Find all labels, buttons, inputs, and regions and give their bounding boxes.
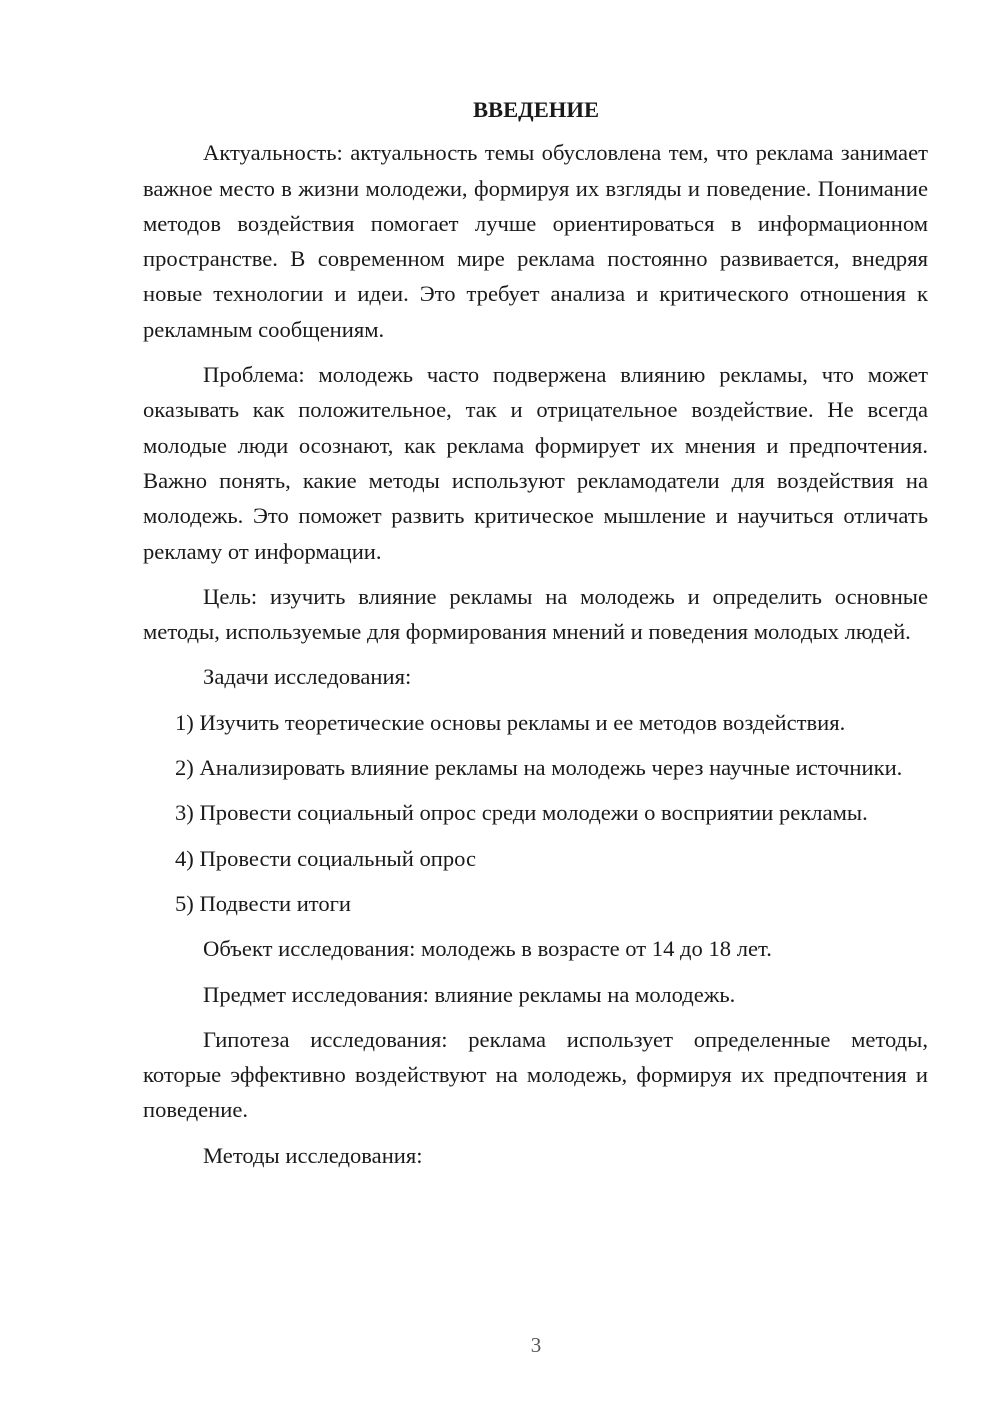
task-item-1: 1) Изучить теоретические основы рекламы и ее методов воздействия. (175, 709, 846, 735)
task-item-4: 4) Провести социальный опрос (175, 845, 477, 871)
section-title: ВВЕДЕНИЕ (472, 97, 600, 122)
tasks-heading: Задачи исследования: (203, 664, 412, 690)
object-paragraph: Объект исследования: молодежь в возрасте от 14 до 18 лет. (203, 936, 772, 962)
relevance-paragraph: Актуальность: актуальность темы обусловлена тем, что реклама занимает важное место в жизни молодежи, формируя их взгляды и поведение. Понимание методов воздействия помогает лучше ориентироваться в информационном пространстве. В современном мире реклама постоянно развивается, внедряя новые технологии и идеи. Это требует анализа и критического отношения к рекламным сообщениям. (143, 140, 928, 342)
task-item-2: 2) Анализировать влияние рекламы на молодежь через научные источники. (175, 755, 903, 781)
hypothesis-paragraph: Гипотеза исследования: реклама использует определенные методы, которые эффективно воздействуют на молодежь, формируя их предпочтения и поведение. (143, 1026, 928, 1123)
page-number: 3 (530, 1333, 542, 1357)
task-item-3: 3) Провести социальный опрос среди молодежи о восприятии рекламы. (175, 800, 868, 826)
document-page (143, 92, 928, 1183)
problem-paragraph: Проблема: молодежь часто подвержена влиянию рекламы, что может оказывать как положительное, так и отрицательное воздействие. Не всегда молодые люди осознают, как реклама формирует их мнения и предпочтения. Важно понять, какие методы используют рекламодатели для воздействия на молодежь. Это поможет развить критическое мышление и научиться отличать рекламу от информации. (143, 362, 928, 564)
goal-paragraph: Цель: изучить влияние рекламы на молодежь и определить основные методы, используемые для формирования мнений и поведения молодых людей. (143, 583, 928, 645)
subject-paragraph: Предмет исследования: влияние рекламы на молодежь. (203, 981, 736, 1007)
task-item-5: 5) Подвести итоги (175, 890, 352, 916)
methods-heading: Методы исследования: (203, 1142, 423, 1168)
